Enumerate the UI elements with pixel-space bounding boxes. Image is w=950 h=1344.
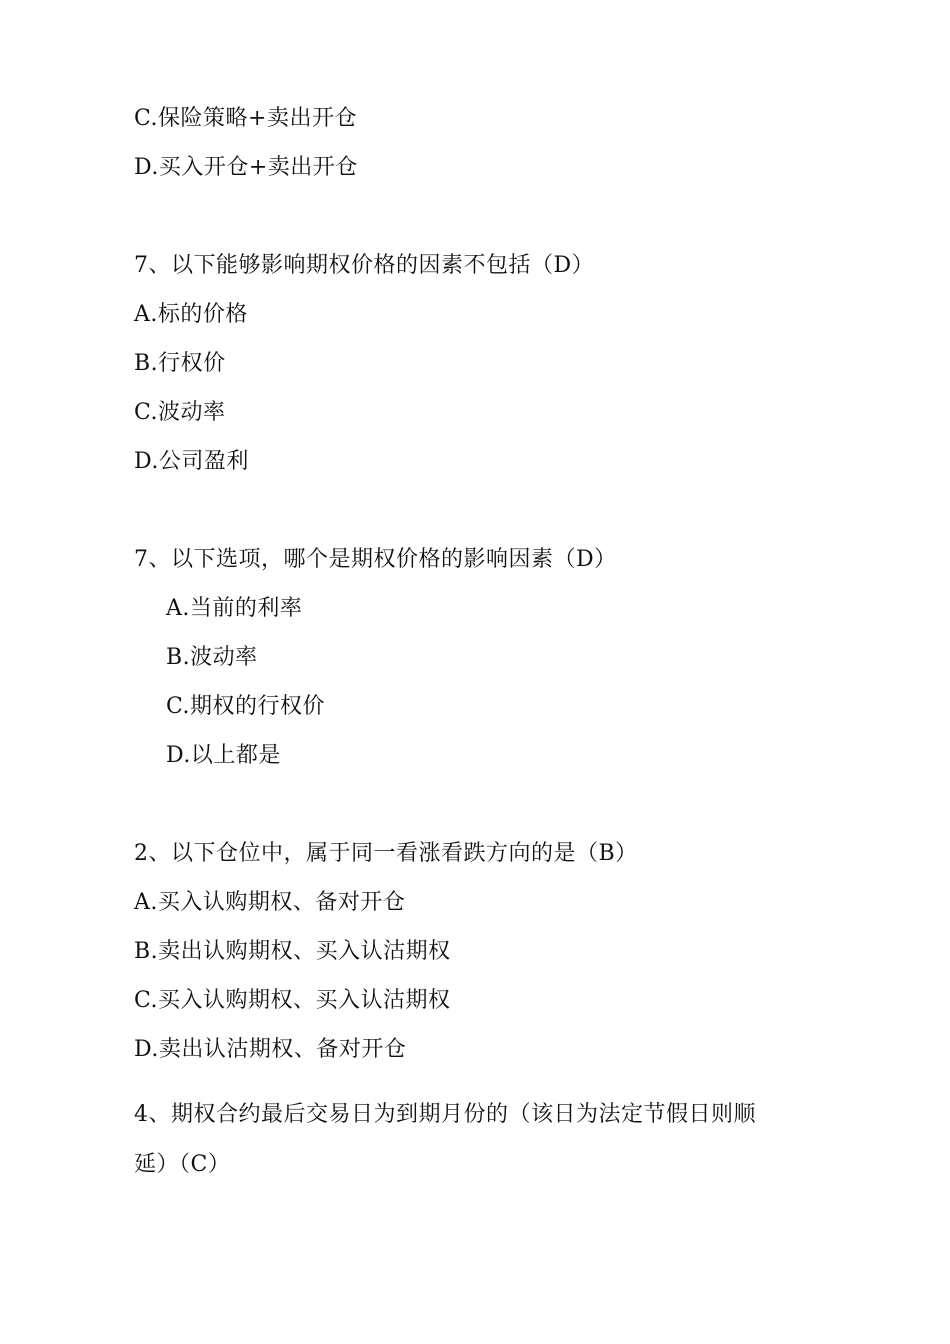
option-b: B.波动率: [166, 645, 258, 670]
option-d: D.买入开仓+卖出开仓: [134, 155, 358, 180]
question-text-continued: 延）（C）: [134, 1152, 231, 1177]
question-text: 4、期权合约最后交易日为到期月份的（该日为法定节假日则顺: [134, 1102, 756, 1127]
option-c: C.买入认购期权、买入认沽期权: [134, 988, 451, 1013]
option-c: C.期权的行权价: [166, 694, 326, 719]
option-a: A.标的价格: [134, 302, 248, 327]
option-a: A.当前的利率: [166, 596, 303, 621]
option-c: C.波动率: [134, 400, 226, 425]
option-b: B.卖出认购期权、买入认沽期权: [134, 939, 451, 964]
question-text: 7、以下能够影响期权价格的因素不包括（D）: [134, 253, 595, 278]
option-d: D.以上都是: [166, 743, 281, 768]
question-text: 7、以下选项，哪个是期权价格的影响因素（D）: [134, 547, 617, 572]
question-text: 2、以下仓位中，属于同一看涨看跌方向的是（B）: [134, 841, 638, 866]
option-a: A.买入认购期权、备对开仓: [134, 890, 406, 915]
option-d: D.公司盈利: [134, 449, 249, 474]
option-c: C.保险策略+卖出开仓: [134, 106, 357, 131]
option-d: D.卖出认沽期权、备对开仓: [134, 1037, 407, 1062]
option-b: B.行权价: [134, 351, 226, 376]
